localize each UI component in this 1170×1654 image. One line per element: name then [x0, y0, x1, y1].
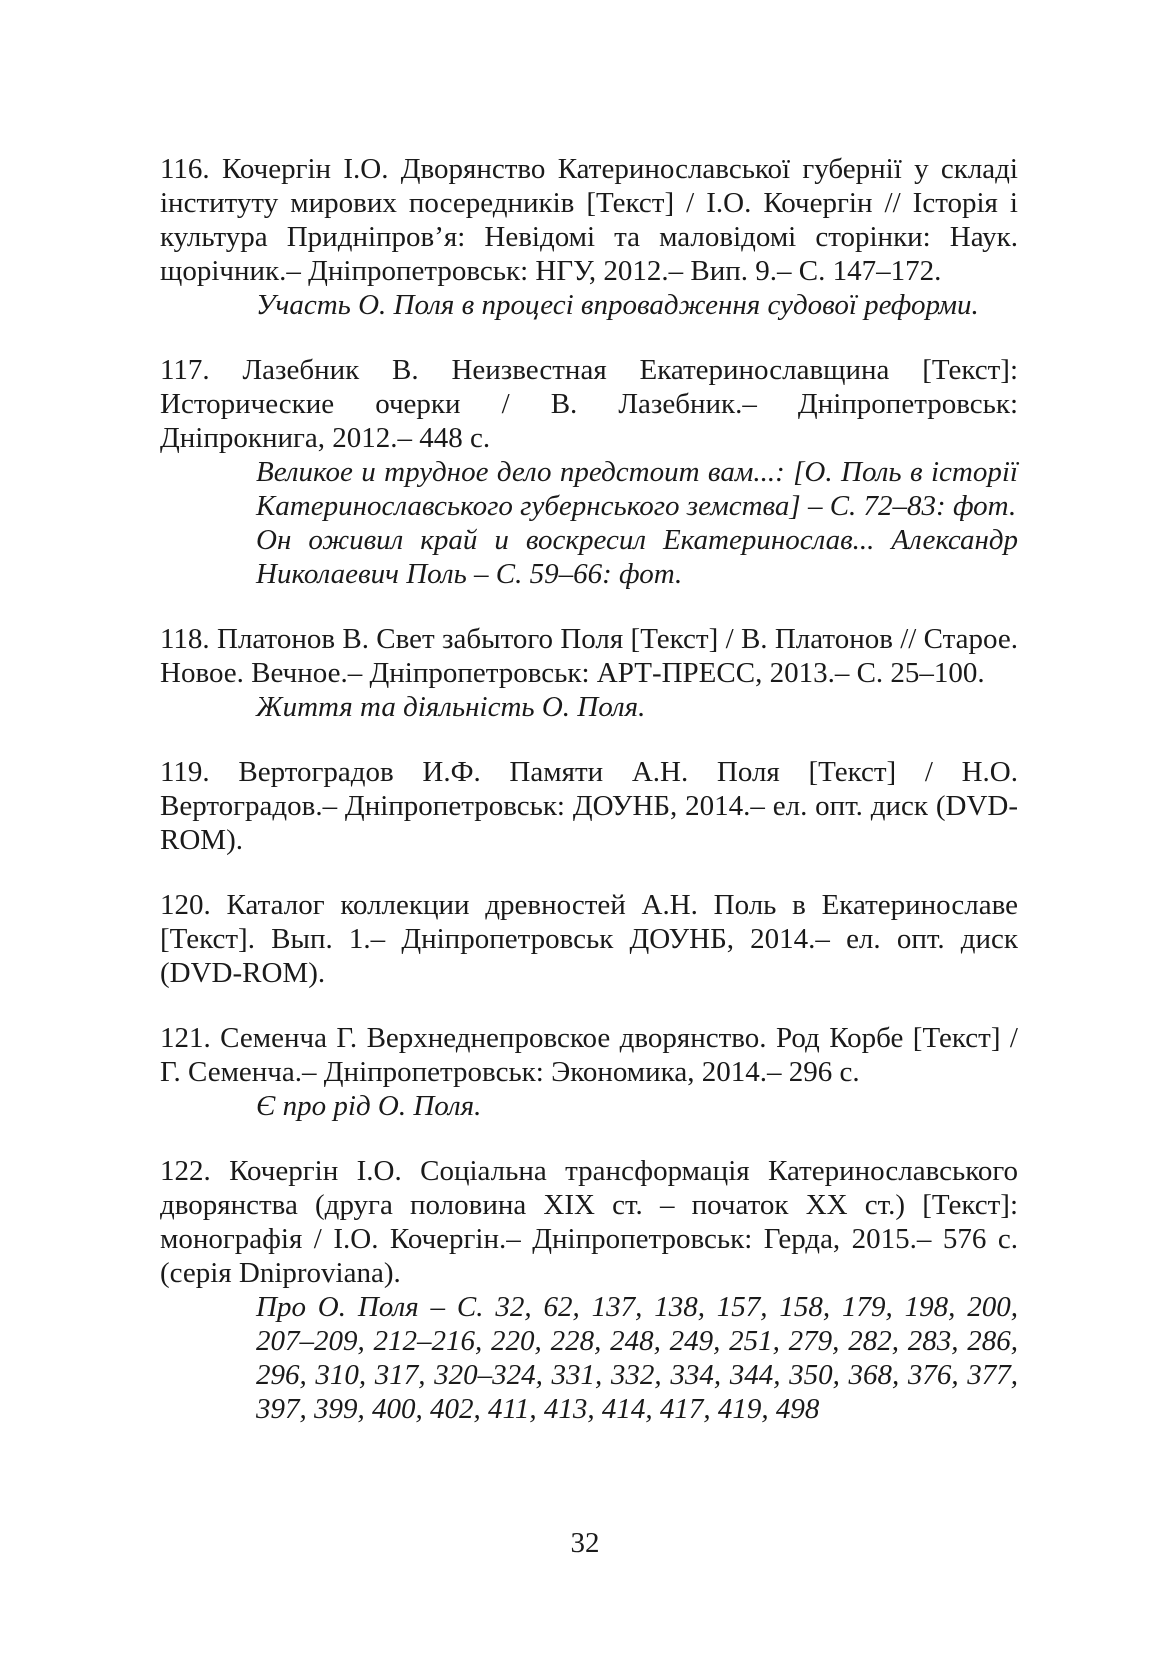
entry-citation: 117. Лазебник В. Неизвестная Екатеринославщина [Текст]: Исторические очерки / В. Лазебник.– Дніпропетровськ: Дніпрокнига, 2012.– 448 с.: [160, 354, 1018, 454]
entry-annotation: Про О. Поля – С. 32, 62, 137, 138, 157, 158, 179, 198, 200, 207–209, 212–216, 220, 228, 248, 249, 251, 279, 282, 283, 286, 296, 310, 317, 320–324, 331, 332, 334, 344, 350, 368, 376, 377, 397, 399, 400, 402, 411, 413, 414, 417, 419, 498: [256, 1291, 1018, 1425]
entry-citation: 120. Каталог коллекции древностей А.Н. Поль в Екатеринославе [Текст]. Вып. 1.– Дніпропетровськ ДОУНБ, 2014.– ел. опт. диск (DVD-ROM).: [160, 889, 1018, 989]
entry-citation: 122. Кочергін І.О. Соціальна трансформація Катеринославського дворянства (друга половина XIX ст. – початок XX ст.) [Текст]: монографія / І.О. Кочергін.– Дніпропетровськ: Герда, 2015.– 576 с. (серія Dniproviana).: [160, 1155, 1018, 1289]
bibliography-entry-122: [160, 1154, 1018, 1426]
bibliography-entry-117: [160, 353, 1018, 591]
bibliography-entry-119: [160, 755, 1018, 857]
entry-citation: 116. Кочергін І.О. Дворянство Катеринославської губернії у складі інституту мирових посередників [Текст] / І.О. Кочергін // Історія і культура Придніпров’я: Невідомі та маловідомі сторінки: Наук. щорічник.– Дніпропетровськ: НГУ, 2012.– Вип. 9.– С. 147–172.: [160, 153, 1018, 287]
bibliography-entry-120: [160, 888, 1018, 990]
entry-annotation: Є про рід О. Поля.: [256, 1090, 482, 1122]
bibliography-entry-121: [160, 1021, 1018, 1123]
entry-annotation: Он оживил край и воскресил Екатеринослав... Александр Николаевич Поль – С. 59–66: фот.: [256, 524, 1018, 590]
bibliography-entry-116: [160, 152, 1018, 322]
entry-citation: 119. Вертоградов И.Ф. Памяти А.Н. Поля [Текст] / Н.О. Вертоградов.– Дніпропетровськ: ДОУНБ, 2014.– ел. опт. диск (DVD-ROM).: [160, 756, 1018, 856]
bibliography-entry-118: [160, 622, 1018, 724]
bibliography-list: [160, 152, 1018, 1457]
entry-citation: 118. Платонов В. Свет забытого Поля [Текст] / В. Платонов // Старое. Новое. Вечное.– Дніпропетровськ: АРТ-ПРЕСС, 2013.– С. 25–100.: [160, 623, 1018, 689]
page-number: 32: [570, 1527, 600, 1559]
entry-annotation: Великое и трудное дело предстоит вам...: [О. Поль в історії Катеринославського губернського земства] – С. 72–83: фот.: [256, 456, 1018, 522]
entry-citation: 121. Семенча Г. Верхнеднепровское дворянство. Род Корбе [Текст] / Г. Семенча.– Дніпропетровськ: Экономика, 2014.– 296 с.: [160, 1022, 1018, 1088]
entry-annotation: Участь О. Поля в процесі впровадження судової реформи.: [256, 289, 979, 321]
entry-annotation: Життя та діяльність О. Поля.: [256, 691, 646, 723]
